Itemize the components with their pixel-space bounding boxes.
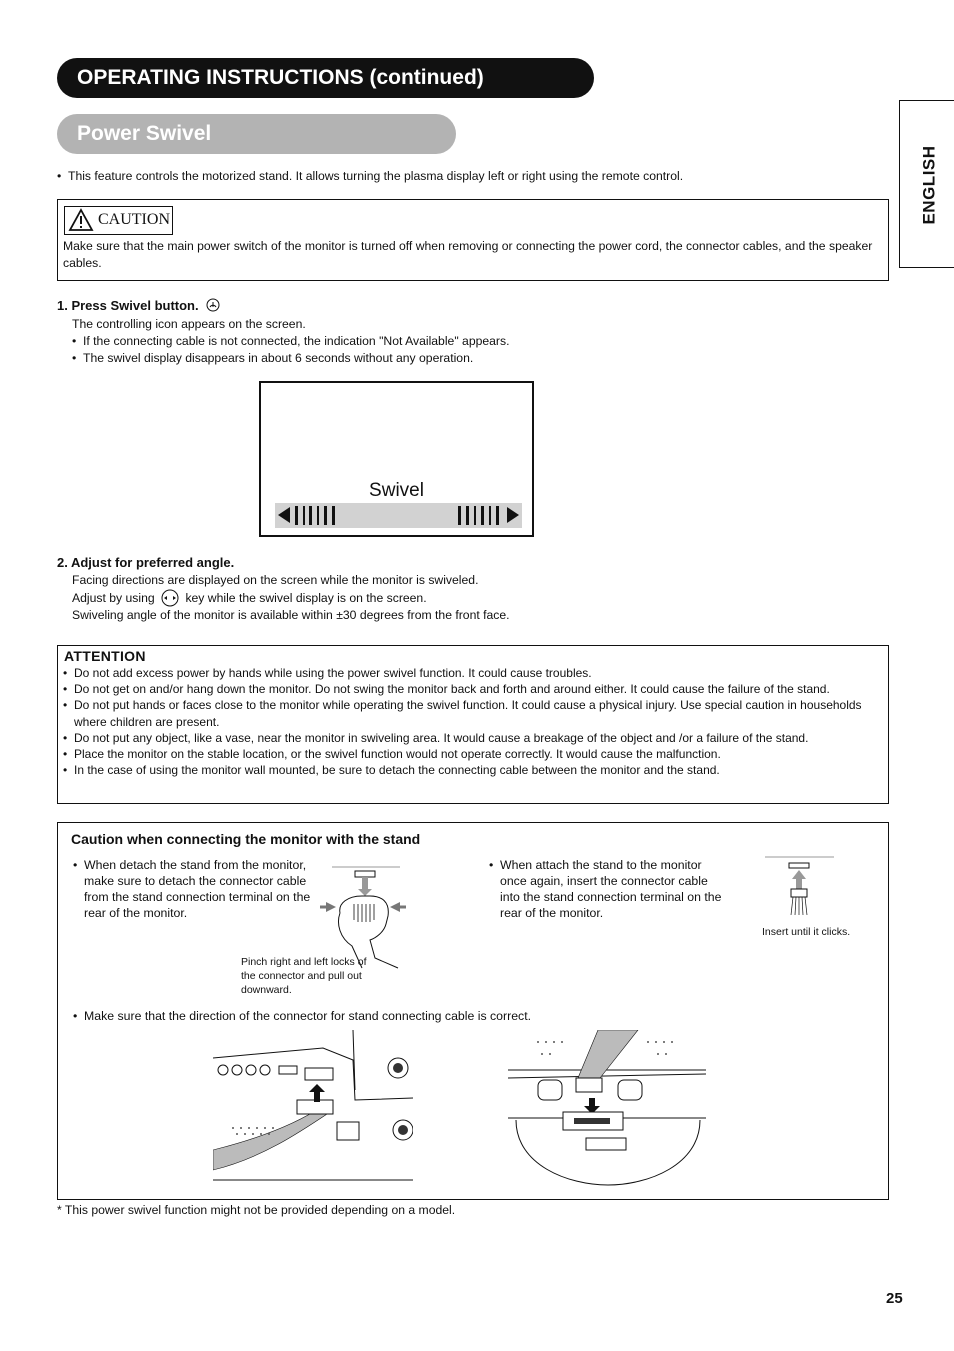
swivel-osd-illustration: [259, 381, 534, 537]
connection-title: Caution when connecting the monitor with the stand: [71, 831, 421, 847]
step1-bullet: • If the connecting cable is not connected, the indication "Not Available" appears.: [72, 333, 772, 350]
direction-bullet: • Make sure that the direction of the connector for stand connecting cable is correct.: [73, 1008, 853, 1025]
swivel-button-icon: [206, 298, 220, 312]
caution-badge: [64, 206, 173, 235]
warning-icon: [68, 208, 94, 232]
insert-caption: Insert until it clicks.: [762, 926, 851, 938]
language-tab: [899, 100, 954, 268]
swivel-bar: [275, 503, 522, 528]
arrow-left-icon: [278, 507, 290, 523]
attention-item: • Do not put hands or faces close to the monitor while operating the swivel function. It could cause a physical injury. Use special caution in households where children are present.: [63, 697, 883, 729]
step1-line: The controlling icon appears on the screen.: [72, 317, 306, 331]
intro-bullet: • This feature controls the motorized stand. It allows turning the plasma display left or right using the remote control.: [57, 168, 877, 185]
attention-item: • Do not put any object, like a vase, near the monitor in swiveling area. It would cause a breakage of the object and /or a failure of the stand.: [63, 730, 883, 746]
step1-body: [72, 316, 772, 367]
step2-adjust-pre: Adjust by using: [72, 591, 155, 605]
attach-text: [489, 857, 724, 921]
osd-label: Swivel: [369, 480, 424, 501]
direction-text: [73, 1008, 853, 1025]
step2-heading: 2. Adjust for preferred angle.: [57, 555, 235, 570]
pinch-caption: Pinch right and left locks of the connector and pull out downward.: [241, 956, 367, 996]
detach-text: [73, 857, 313, 921]
stand-connector-illustration: [508, 1030, 708, 1190]
step1-heading-text: 1. Press Swivel button.: [57, 298, 199, 313]
insert-connector-illustration: [762, 855, 837, 917]
intro-text: [57, 168, 877, 185]
step1-bullet: • The swivel display disappears in about 6 seconds without any operation.: [72, 350, 772, 367]
step1-heading: [57, 298, 220, 313]
language-label: ENGLISH: [920, 145, 939, 225]
attention-item: • Do not get on and/or hang down the monitor. Do not swing the monitor back and forth and around either. It could cause the failure of the stand.: [63, 681, 883, 697]
footnote: * This power swivel function might not be provided depending on a model.: [57, 1203, 456, 1217]
pinch-connector-illustration: [300, 858, 415, 970]
detach-bullet: • When detach the stand from the monitor, make sure to detach the connector cable from the stand connection terminal on the rear of the monitor.: [73, 857, 313, 921]
step2-line: Facing directions are displayed on the screen while the monitor is swiveled.: [72, 573, 479, 587]
step2-line-adjust: [72, 589, 772, 607]
step2-line: Swiveling angle of the monitor is available within ±30 degrees from the front face.: [72, 608, 510, 622]
caution-label: CAUTION: [98, 211, 170, 228]
attach-bullet: • When attach the stand to the monitor once again, insert the connector cable into the stand connection terminal on the rear of the monitor.: [489, 857, 724, 921]
section-title: OPERATING INSTRUCTIONS (continued): [57, 58, 594, 98]
rear-panel-connector-illustration: [213, 1030, 413, 1182]
step2-adjust-post: key while the swivel display is on the screen.: [185, 591, 427, 605]
attention-list: [63, 665, 883, 778]
arrow-right-icon: [507, 507, 519, 523]
caution-text: Make sure that the main power switch of the monitor is turned off when removing or connecting the power cord, the connector cables, and the speaker cables.: [63, 239, 873, 270]
subsection-title: Power Swivel: [57, 114, 456, 154]
page-number: 25: [886, 1290, 903, 1307]
left-right-key-icon: [161, 589, 179, 607]
attention-item: • In the case of using the monitor wall mounted, be sure to detach the connecting cable between the monitor and the stand.: [63, 762, 883, 778]
step2-body: [72, 572, 772, 624]
attention-item: • Place the monitor on the stable location, or the swivel function would not operate correctly. It would cause the malfunction.: [63, 746, 883, 762]
attention-item: • Do not add excess power by hands while using the power swivel function. It could cause troubles.: [63, 665, 883, 681]
attention-title: ATTENTION: [64, 648, 146, 664]
